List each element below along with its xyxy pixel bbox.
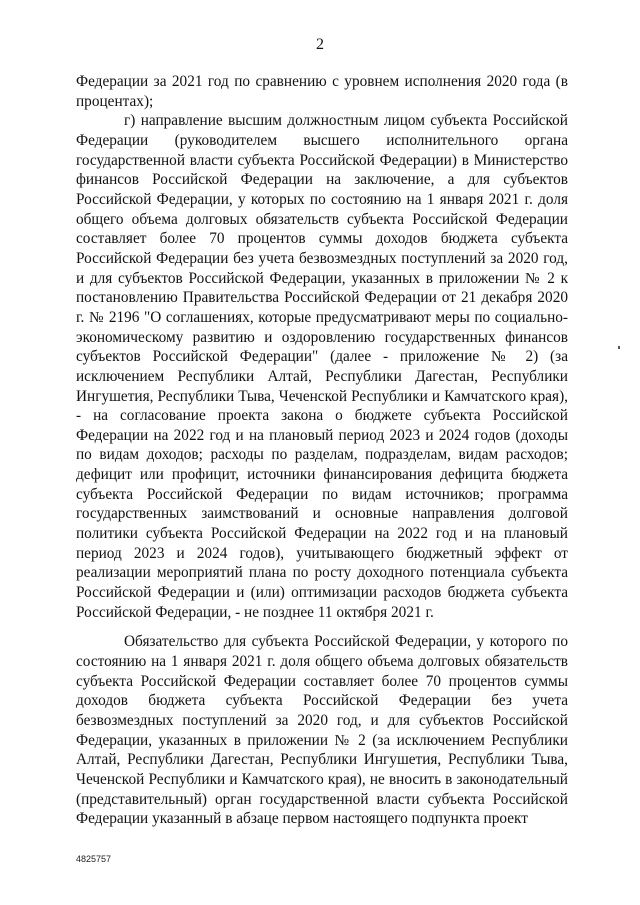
document-id: 4825757 [76,854,112,864]
document-body [76,72,568,829]
paragraph-continuation: Федерации за 2021 год по сравнению с уровнем исполнения 2020 года (в процентах); [76,73,568,110]
scan-speck [618,346,620,349]
paragraph-item-g: г) направление высшим должностным лицом субъекта Российской Федерации (руководителем высшего исполнительного органа государственной власти субъекта Российской Федерации) в Министерство финансов Российской Федерации на заключение, а для субъектов Российской Федерации, у которых по состоянию на 1 января 2021 г. доля общего объема долговых обязательств субъекта Российской Федерации составляет более 70 процентов суммы доходов бюджета субъекта Российской Федерации без учета безвозмездных поступлений за 2020 год, и для субъектов Российской Федерации, указанных в приложении № 2 к постановлению Правительства Российской Федерации от 21 декабря 2020 г. № 2196 "О соглашениях, которые предусматривают меры по социально-экономическому развитию и оздоровлению государственных финансов субъектов Российской Федерации" (далее - приложение № 2) (за исключением Республики Алтай, Республики Дагестан, Республики Ингушетия, Республики Тыва, Чеченской Республики и Камчатского края), - на согласование проекта закона о бюджете субъекта Российской Федерации на 2022 год и на плановый период 2023 и 2024 годов (доходы по видам доходов; расходы по разделам, подразделам, видам расходов; дефицит или профицит, источники финансирования дефицита бюджета субъекта Российской Федерации по видам источников; программа государственных заимствований и основные направления долговой политики субъекта Российской Федерации на 2022 год и на плановый период 2023 и 2024 годов), учитывающего бюджетный эффект от реализации мероприятий плана по росту доходного потенциала субъекта Российской Федерации и (или) оптимизации расходов бюджета субъекта Российской Федерации, - не позднее 11 октября 2021 г. [76,112,568,621]
paragraph-obligation: Обязательство для субъекта Российской Федерации, у которого по состоянию на 1 января 2021 г. доля общего объема долговых обязательств субъекта Российской Федерации составляет более 70 процентов суммы доходов бюджета субъекта Российской Федерации без учета безвозмездных поступлений за 2020 год, и для субъектов Российской Федерации, указанных в приложении № 2 (за исключением Республики Алтай, Республики Дагестан, Республики Ингушетия, Республики Тыва, Чеченской Республики и Камчатского края), не вносить в законодательный (представительный) орган государственной власти субъекта Российской Федерации указанный в абзаце первом настоящего подпункта проект [76,633,568,828]
page-number: 2 [316,36,324,53]
